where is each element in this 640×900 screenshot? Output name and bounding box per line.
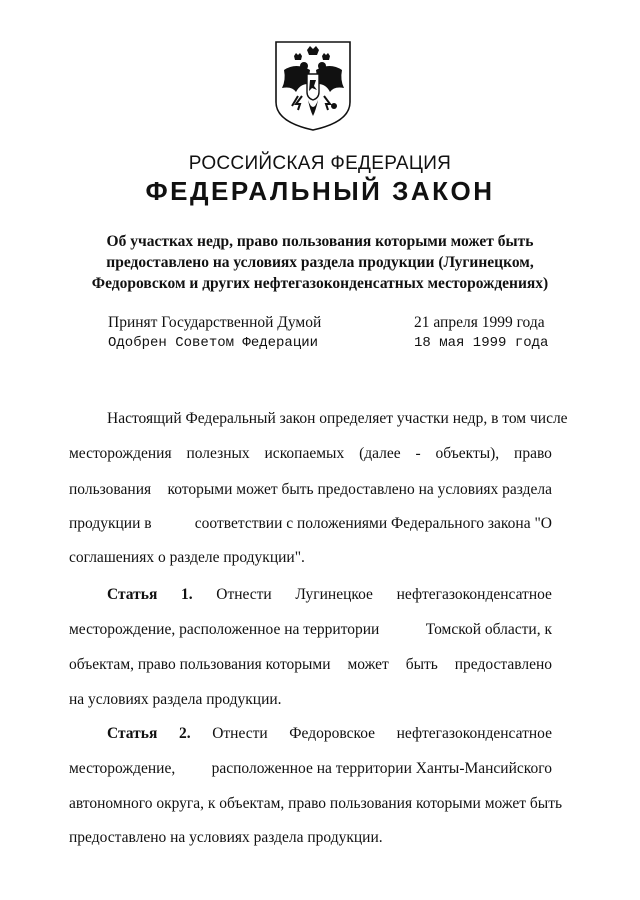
text-segment: Лугинецкое (295, 586, 373, 603)
article-label: Статья (107, 586, 158, 603)
text-segment: Федоровское (289, 725, 376, 742)
preamble-line (69, 515, 552, 533)
coat-of-arms-icon (274, 40, 352, 132)
article-1-line (107, 586, 552, 604)
text-segment: расположенное на территории Ханты-Мансийского (211, 760, 552, 777)
article-1-line (69, 656, 552, 674)
article-label: Статья (107, 725, 158, 742)
law-title (60, 231, 580, 294)
preamble-line (69, 549, 552, 567)
text-segment: нефтегазоконденсатное (396, 586, 552, 603)
text-segment: объекты), (435, 445, 500, 462)
text-segment: право (514, 445, 552, 462)
text-segment: соответствии с положениями Федерального закона "О (194, 515, 552, 532)
article-1-line (69, 621, 552, 639)
text-segment: может (347, 656, 389, 673)
text-segment: полезных (186, 445, 250, 462)
article-1-line (69, 691, 552, 709)
text-segment: объектам, право пользования которыми (69, 656, 331, 673)
article-2-line (69, 829, 552, 847)
text-segment: Настоящий Федеральный закон определяет участки недр, в том числе (107, 410, 568, 427)
law-title-line: предоставлено на условиях раздела продукции (Лугинецком, (106, 254, 534, 271)
council-approval-label: Одобрен Советом Федерации (108, 335, 319, 351)
text-segment: продукции в (69, 515, 152, 532)
country-name: РОССИЙСКАЯ ФЕДЕРАЦИЯ (188, 153, 452, 174)
law-title-line: Об участках недр, право пользования которыми может быть (106, 233, 534, 250)
text-segment: - (415, 445, 421, 462)
text-segment: месторождение, (69, 760, 176, 777)
council-approval-date: 18 мая 1999 года (414, 335, 549, 351)
text-segment: соглашениях о разделе продукции". (69, 549, 305, 566)
duma-adoption-date: 21 апреля 1999 года (414, 314, 545, 331)
article-2-line (107, 725, 552, 743)
text-segment: Отнести (212, 725, 268, 742)
text-segment: пользования (69, 481, 152, 498)
law-title-line: Федоровском и других нефтегазоконденсатных месторождениях) (91, 275, 549, 292)
article-number: 1. (180, 586, 193, 603)
text-segment: автономного округа, к объектам, право пользования которыми может быть (69, 795, 563, 812)
preamble-line (69, 445, 552, 463)
text-segment: предоставлено (454, 656, 552, 673)
text-segment: месторождения (69, 445, 172, 462)
text-segment: быть (405, 656, 438, 673)
article-2-line (69, 760, 552, 778)
text-segment: Отнести (216, 586, 272, 603)
preamble-line (69, 481, 552, 499)
text-segment: предоставлено на условиях раздела продукции. (69, 829, 383, 846)
law-type-heading: ФЕДЕРАЛЬНЫЙ ЗАКОН (145, 176, 495, 206)
text-segment: которыми может быть предоставлено на условиях раздела (167, 481, 552, 498)
text-segment: нефтегазоконденсатное (396, 725, 552, 742)
duma-adoption-label: Принят Государственной Думой (108, 314, 322, 331)
text-segment: (далее (359, 445, 401, 462)
text-segment: ископаемых (264, 445, 345, 462)
article-number: 2. (178, 725, 191, 742)
text-segment: Томской области, к (425, 621, 552, 638)
text-segment: на условиях раздела продукции. (69, 691, 282, 708)
article-2-line (69, 795, 563, 813)
text-segment: месторождение, расположенное на территории (69, 621, 380, 638)
preamble-line (107, 410, 568, 428)
